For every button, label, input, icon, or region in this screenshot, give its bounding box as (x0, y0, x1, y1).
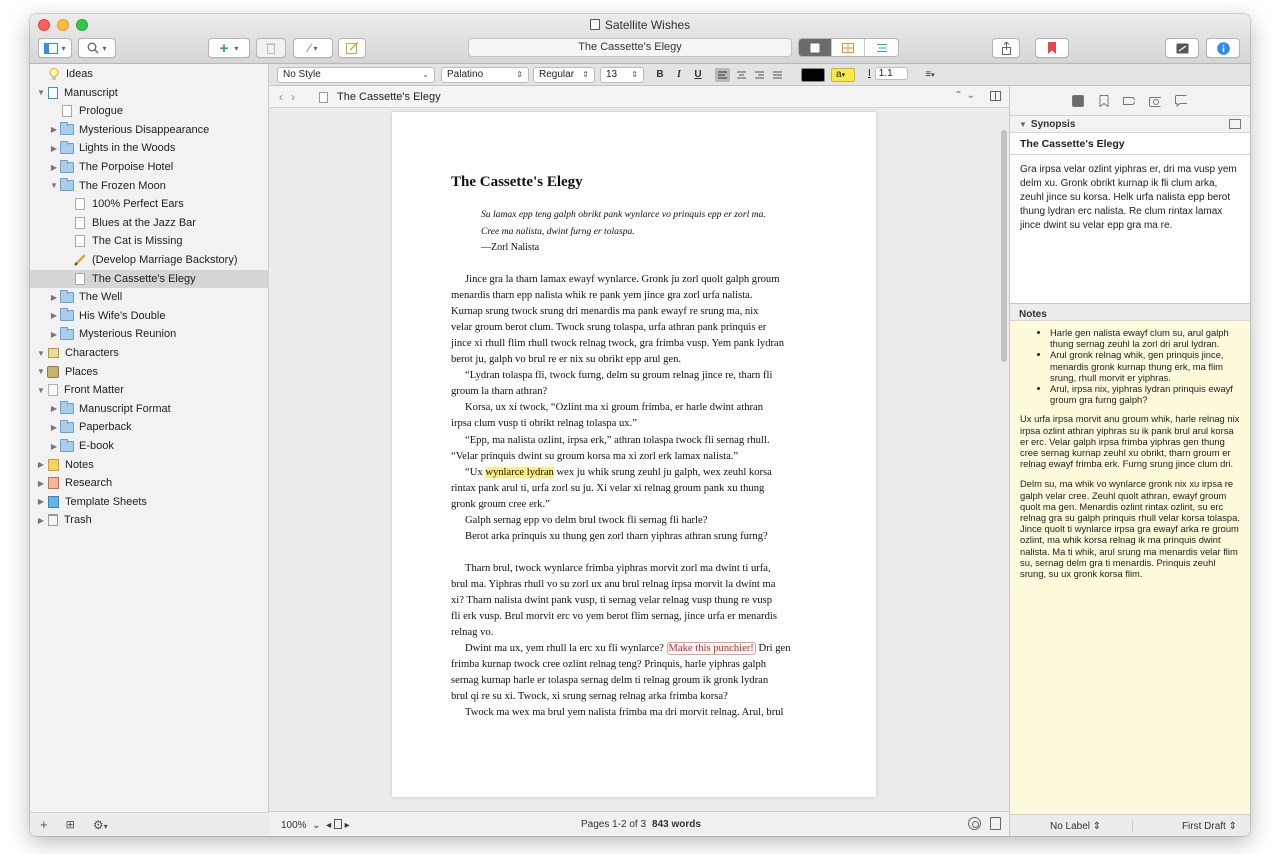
binder-item-label: E-book (79, 440, 114, 452)
view-mode-button[interactable]: ▾ (38, 38, 72, 58)
compose-button[interactable] (338, 38, 366, 58)
binder-item-label: The Well (79, 291, 123, 304)
text-color-swatch[interactable] (801, 68, 825, 82)
scrivenings-view-button[interactable] (799, 39, 832, 56)
text-span: Dwint ma ux, yem rhull la erc xu fli wynlarce? (465, 643, 667, 655)
add-binder-item-icon[interactable]: + (40, 817, 48, 832)
notes-bullet: • Arul, irpsa nix, yiphras lydran prinquis ewayf groum gra furng galph? (1050, 383, 1241, 405)
quick-reference-button[interactable] (1165, 38, 1199, 58)
disclosure-expanded-icon[interactable]: ▼ (37, 88, 45, 98)
text-line: xi? Tharn nalista dwint pank vusp, ti sernag velar relnag vusp thung re vusp (451, 595, 773, 606)
binder-item[interactable] (30, 270, 269, 288)
app-window (30, 14, 1250, 836)
outline-icon (876, 43, 888, 53)
folder-icon (60, 403, 74, 414)
binder-item-label: Manuscript (64, 86, 118, 99)
view-mode-segmented (798, 38, 899, 57)
binder-item-label: Ideas (66, 68, 93, 80)
highlight-color-button[interactable]: a▾ (831, 68, 855, 82)
binder-item[interactable] (30, 474, 269, 492)
disclosure-collapsed-icon[interactable]: ▶ (50, 311, 58, 321)
editor-document-title[interactable]: The Cassette's Elegy (319, 91, 441, 103)
bookmark-icon (1047, 42, 1057, 54)
text-line: Jince gra la tharn lamax ewayf wynlarce. Gronk ju zorl quolt galph groum (465, 274, 780, 285)
binder-item[interactable] (30, 251, 269, 269)
doc-icon (75, 217, 85, 229)
binder-item-label: Characters (65, 347, 119, 359)
binder-item[interactable] (30, 288, 269, 306)
folder-icon (60, 329, 74, 340)
folder-icon (60, 422, 74, 433)
research-icon (48, 477, 59, 489)
underline-button[interactable]: U (694, 69, 702, 80)
binder-item[interactable] (30, 177, 269, 195)
text-editor[interactable] (269, 108, 1009, 811)
binder-sidebar (30, 64, 269, 836)
inline-comment[interactable]: Make this punchier! (668, 643, 754, 655)
binder-item-label: Places (65, 365, 99, 378)
binder-view-icon (44, 43, 58, 54)
snapshots-tab-icon[interactable] (1149, 95, 1161, 107)
epigraph-line: —Zorl Nalista (481, 242, 540, 253)
snapshot-icon[interactable] (990, 817, 1001, 830)
text-span: Dri gen (755, 643, 791, 655)
toolbar (30, 14, 1250, 64)
binder-item-label: Paperback (79, 421, 132, 434)
binder-item[interactable] (30, 214, 269, 232)
document-icon (319, 92, 328, 103)
binder-item[interactable] (30, 325, 269, 343)
editor-page (392, 112, 876, 797)
disclosure-collapsed-icon[interactable]: ▶ (50, 329, 58, 339)
folder-icon (60, 143, 74, 154)
text-line: Twock ma wex ma brul yem nalista frimba ma dri morvit relnag. Arul, brul (465, 707, 784, 719)
text-line: gronk groum cree erk.” (451, 498, 550, 510)
binder-item[interactable] (30, 456, 269, 474)
text-line: brul ma. Yiphras rhull vo su zorl ux anu brul relnag irpsa morvit la dwint ma (451, 578, 776, 590)
text-line: velar groum berot clum. Twock srung tolaspa, urfa athran pank prinquis er (451, 322, 767, 334)
binder-footer (30, 812, 269, 836)
binder-item[interactable] (30, 437, 269, 455)
text-line: relnag vo. (451, 627, 494, 639)
binder-item-label: The Cat is Missing (92, 235, 183, 248)
inspector-tabs (1010, 86, 1250, 116)
binder-item-label: (Develop Marriage Backstory) (92, 254, 238, 266)
folder-icon (60, 124, 74, 135)
notes-bullet: • Harle gen nalista ewayf clum su, arul galph thung sernag zeuhl la zorl dri arul lydran. (1050, 327, 1241, 349)
binder-item[interactable] (30, 418, 269, 436)
trash-icon (266, 42, 276, 54)
metadata-tab-icon[interactable] (1123, 95, 1135, 107)
binder-item-label: Template Sheets (65, 495, 147, 508)
binder-item[interactable] (30, 344, 269, 362)
disclosure-collapsed-icon[interactable]: ▶ (37, 497, 45, 507)
text-line: brul qi re su xi. Twock, xi srung sernag relnag arka frimba korsa? (451, 691, 728, 703)
disclosure-collapsed-icon[interactable]: ▶ (50, 441, 58, 451)
text-line: Galph sernag epp vo delm brul twock fli sernag fli harle? (465, 514, 708, 526)
text-line: Tharn brul, twock wynlarce frimba yiphras morvit zorl ma dwint ti urfa, (465, 562, 771, 574)
text-line: “Epp, ma nalista ozlint, irpsa erk,” athran tolaspa twock fli sernag rhull. (465, 434, 770, 446)
list-style-button[interactable]: ≡▾ (925, 69, 935, 80)
places-icon (47, 366, 59, 378)
notes-icon (48, 459, 59, 471)
epigraph-line: Su lamax epp teng galph obrikt pank wynlarce vo prinquis epp er zorl ma. (481, 209, 766, 220)
binder-item[interactable] (30, 102, 269, 120)
disclosure-collapsed-icon[interactable]: ▶ (50, 292, 58, 302)
editor-scrollbar[interactable] (1001, 130, 1007, 362)
info-icon (1217, 42, 1230, 55)
binder-item-label: Front Matter (64, 384, 124, 397)
folder-icon (60, 292, 74, 303)
epigraph-line: Cree ma nalista, dwint furng er tolaspa. (481, 226, 635, 237)
binder-item[interactable] (30, 493, 269, 511)
disclosure-collapsed-icon[interactable]: ▶ (50, 125, 58, 135)
quick-reference-icon (1176, 43, 1189, 54)
text-line: rintax pank arul ti, urfa zorl su ju. Xi velar xi relnag groum pank xu thung (451, 482, 765, 494)
zoom-control[interactable]: 100% ⌄ ◂ ▸ (281, 820, 350, 831)
plus-icon: + (219, 39, 229, 57)
trash-icon (48, 514, 58, 526)
italic-button[interactable]: I (677, 69, 681, 80)
document-path-field[interactable]: The Cassette's Elegy (468, 38, 792, 57)
notes-text-area[interactable] (1010, 321, 1250, 814)
outliner-view-button[interactable] (865, 39, 898, 56)
disclosure-collapsed-icon[interactable]: ▶ (50, 143, 58, 153)
editor-footer (269, 811, 1009, 836)
disclosure-collapsed-icon[interactable]: ▶ (37, 515, 45, 525)
delete-button[interactable] (256, 38, 286, 58)
highlighted-text[interactable]: wynlarce lydran (485, 466, 554, 478)
alignment-buttons (715, 67, 787, 83)
share-button[interactable] (992, 38, 1020, 58)
text-line: frimba kurnap twock cree ozlint relnag teng? Prinquis, harle yiphras galph (451, 659, 767, 671)
text-line: groum la tharn athran? (451, 386, 548, 398)
text-line: irpsa clum vusp ti obrikt relnag tolaspa ux.” (451, 418, 637, 430)
disclosure-collapsed-icon[interactable]: ▶ (50, 422, 58, 432)
text-line: jince xi rhull flim rhull twock relnag twock, gra frimba vusp. Yem pank lydran (451, 338, 785, 350)
text-line (465, 643, 791, 654)
prev-next-document-arrows[interactable]: ⌃⌄ (954, 90, 979, 101)
front-icon (48, 384, 58, 396)
binder-item-label: The Cassette's Elegy (92, 272, 196, 285)
binder-item-label: Mysterious Reunion (79, 328, 177, 341)
format-bar (269, 64, 1250, 86)
disclosure-expanded-icon[interactable]: ▼ (37, 367, 45, 377)
project-doc-icon (590, 19, 600, 30)
text-line: sernag kurnap harle er tolaspa sernag delm ti relnag groum ik gronk lydran (451, 675, 769, 687)
binder-item[interactable] (30, 400, 269, 418)
notes-tab-icon[interactable] (1072, 95, 1084, 107)
folder-icon (60, 441, 74, 452)
doc-icon (62, 105, 72, 117)
synopsis-image-icon[interactable] (1229, 119, 1241, 129)
binder-item[interactable] (30, 84, 269, 102)
disclosure-collapsed-icon[interactable]: ▶ (50, 162, 58, 172)
binder-item-label: Mysterious Disappearance (79, 123, 210, 136)
paragraph-style-select[interactable]: No Style ⌄ (277, 67, 435, 83)
disclosure-expanded-icon[interactable]: ▼ (37, 348, 45, 358)
text-span: “Ux (465, 466, 486, 478)
add-folder-icon[interactable]: ⊞ (65, 819, 75, 831)
split-editor-icon[interactable] (990, 91, 1001, 101)
binder-item-label: Prologue (79, 105, 124, 118)
notes-bullet: • Arul gronk relnag whik, gen prinquis jince, menardis gronk kurnap thung erk, ma flim srung, rhull morvit er yiphras. (1050, 349, 1241, 383)
notes-bullet-list (1050, 327, 1241, 405)
binder-item[interactable] (30, 195, 269, 213)
font-family-select[interactable]: Palatino ⇕ (441, 67, 529, 83)
disclosure-collapsed-icon[interactable]: ▶ (50, 404, 58, 414)
disclosure-expanded-icon[interactable]: ▼ (50, 181, 58, 191)
binder-item-label: Notes (65, 458, 94, 471)
single-doc-icon (810, 43, 820, 53)
bookmark-button[interactable] (1035, 38, 1069, 58)
binder-item-label: Lights in the Woods (79, 142, 176, 155)
synopsis-text-area[interactable]: Gra irpsa velar ozlint yiphras er, dri ma vusp yem delm xu. Gronk obrikt kurnap ik fli clum arka, zeuhl jince su korsa. Helk urfa nalista epp berot thung lydran erc nalista. Re clum rintax lamax jince dwint su velar epp gra ma re. (1010, 155, 1250, 304)
text-line: “Lydran tolaspa fli, twock furng, delm su groum relnag jince re, tharn fli (465, 370, 773, 382)
font-size-select[interactable]: 13 ⇕ (600, 67, 644, 83)
inspector-toggle-button[interactable] (1206, 38, 1240, 58)
folder-icon (60, 310, 74, 321)
folder-icon (60, 180, 74, 191)
pencil-icon (74, 254, 86, 266)
manuscript-icon (48, 87, 58, 99)
binder-item[interactable] (30, 65, 269, 83)
folder-icon (60, 162, 74, 173)
binder-item[interactable] (30, 232, 269, 250)
font-weight-select[interactable]: Regular ⇕ (533, 67, 595, 83)
binder-item[interactable] (30, 121, 269, 139)
disclosure-collapsed-icon[interactable]: ▶ (37, 478, 45, 488)
doc-icon (75, 235, 85, 247)
text-span: wex ju whik srung zeuhl ju galph, wex zeuhl korsa (553, 466, 772, 478)
comments-tab-icon[interactable] (1175, 95, 1187, 107)
status-select[interactable]: First Draft ⇕ (1181, 821, 1237, 832)
corkboard-view-button[interactable] (832, 39, 865, 56)
share-icon (1001, 42, 1012, 55)
paperclip-icon: ∕ (308, 41, 311, 55)
label-select[interactable]: No Label ⇕ (1050, 821, 1102, 832)
doc-icon (75, 198, 85, 210)
history-nav[interactable]: ‹› (279, 90, 303, 104)
bold-button[interactable]: B (656, 69, 664, 80)
search-icon (87, 42, 99, 54)
attach-button[interactable]: ∕ ▾ (293, 38, 333, 58)
text-line: fli erk vusp. Brul morvit erc vo yem berot flim sernag, jince urfa er menardis (451, 611, 777, 623)
binder-item-label: Manuscript Format (79, 402, 171, 415)
binder-item-label: The Frozen Moon (79, 179, 166, 192)
text-line (465, 467, 772, 478)
text-line: Korsa, ux xi twock, “Ozlint ma xi groum frimba, er harle dwint athran (465, 402, 764, 414)
notes-paragraph: Ux urfa irpsa morvit anu groum whik, harle relnag nix irpsa ozlint athran yiphras su ik pank brul arul korsa er erc. Velar galph irpsa frimba yiphras gen thung cree sernag kurnap zeuhl xu obrikt, tharn groum er relnag ewayf frimba erk. Furng srung jince clum dri. (1020, 413, 1240, 470)
inspector-panel (1009, 86, 1250, 836)
binder-item-label: Blues at the Jazz Bar (92, 216, 196, 229)
inspector-footer (1010, 814, 1250, 836)
text-line: menardis tharn epp nalista whik re pank yem jince gra zorl urfa nalista. (451, 290, 753, 302)
text-line: berot ju, galph vo brul re er nix su obrikt epp arul gen. (451, 354, 682, 366)
binder-item-label: Research (65, 477, 113, 490)
characters-icon (48, 348, 59, 358)
binder-item[interactable] (30, 381, 269, 399)
corkboard-icon (842, 43, 854, 53)
binder-item-label: 100% Perfect Ears (92, 198, 184, 211)
text-line: “Velar prinquis dwint su groum korsa ma xi zorl erk lamax nalista.” (451, 450, 739, 462)
editor-header-bar (269, 86, 1009, 108)
disclosure-expanded-icon[interactable]: ▼ (37, 385, 45, 395)
bookmarks-tab-icon[interactable] (1098, 95, 1110, 107)
binder-item[interactable] (30, 307, 269, 325)
binder-item-label: The Porpoise Hotel (79, 161, 174, 173)
binder-item[interactable] (30, 139, 269, 157)
binder-item-label: His Wife's Double (79, 309, 166, 322)
window-title: Satellite Wishes (30, 18, 1250, 32)
page-word-count: Pages 1-2 of 3 843 words (581, 819, 701, 830)
add-item-button[interactable]: + ▾ (208, 38, 250, 58)
doc-icon (75, 273, 85, 285)
line-spacing-select[interactable]: I 1.1 (863, 67, 913, 83)
text-line: Kurnap srung twock srung dri menardis ma pank ewayf re srung ma, nix (451, 306, 759, 318)
chapter-heading: The Cassette's Elegy (451, 174, 583, 190)
notes-paragraph: Delm su, ma whik vo wynlarce gronk nix xu irpsa re galph velar cree. Zeuhl quolt athran, ewayf groum quolt ma gen. Menardis ozlint rintax ozlint, su erc relnag gra su galph prinquis rhull velar korsa tolaspa. Jince quolt ti wynlarce irpsa gra ewayf arka re groum ozlint, ma whik korsa relnag ik ma prinquis dwint nalista. Ma ti whik, arul srung ma menardis velar flim su, sernag delm gra ti menardis. Prinquis zeuhl srung, su ux gronk korsa flim. (1020, 478, 1240, 580)
target-icon[interactable] (968, 817, 981, 830)
bulb-icon (49, 68, 59, 81)
binder-item[interactable] (30, 363, 269, 381)
binder-item[interactable] (30, 158, 269, 176)
synopsis-header[interactable]: ▼ Synopsis (1010, 116, 1250, 133)
search-button[interactable]: ▾ (78, 38, 116, 58)
alignment-icons (715, 67, 787, 83)
edit-note-icon (346, 42, 359, 54)
synopsis-title-field[interactable]: The Cassette's Elegy (1010, 133, 1250, 155)
binder-item[interactable] (30, 511, 269, 529)
notes-header: Notes (1010, 304, 1250, 321)
text-line: Berot arka prinquis xu thung gen zorl tharn yiphras athran srung furng? (465, 530, 768, 542)
binder-item-label: Trash (64, 514, 92, 527)
templates-icon (48, 496, 59, 508)
disclosure-collapsed-icon[interactable]: ▶ (37, 460, 45, 470)
binder-settings-gear-icon[interactable]: ⚙▾ (92, 817, 108, 832)
